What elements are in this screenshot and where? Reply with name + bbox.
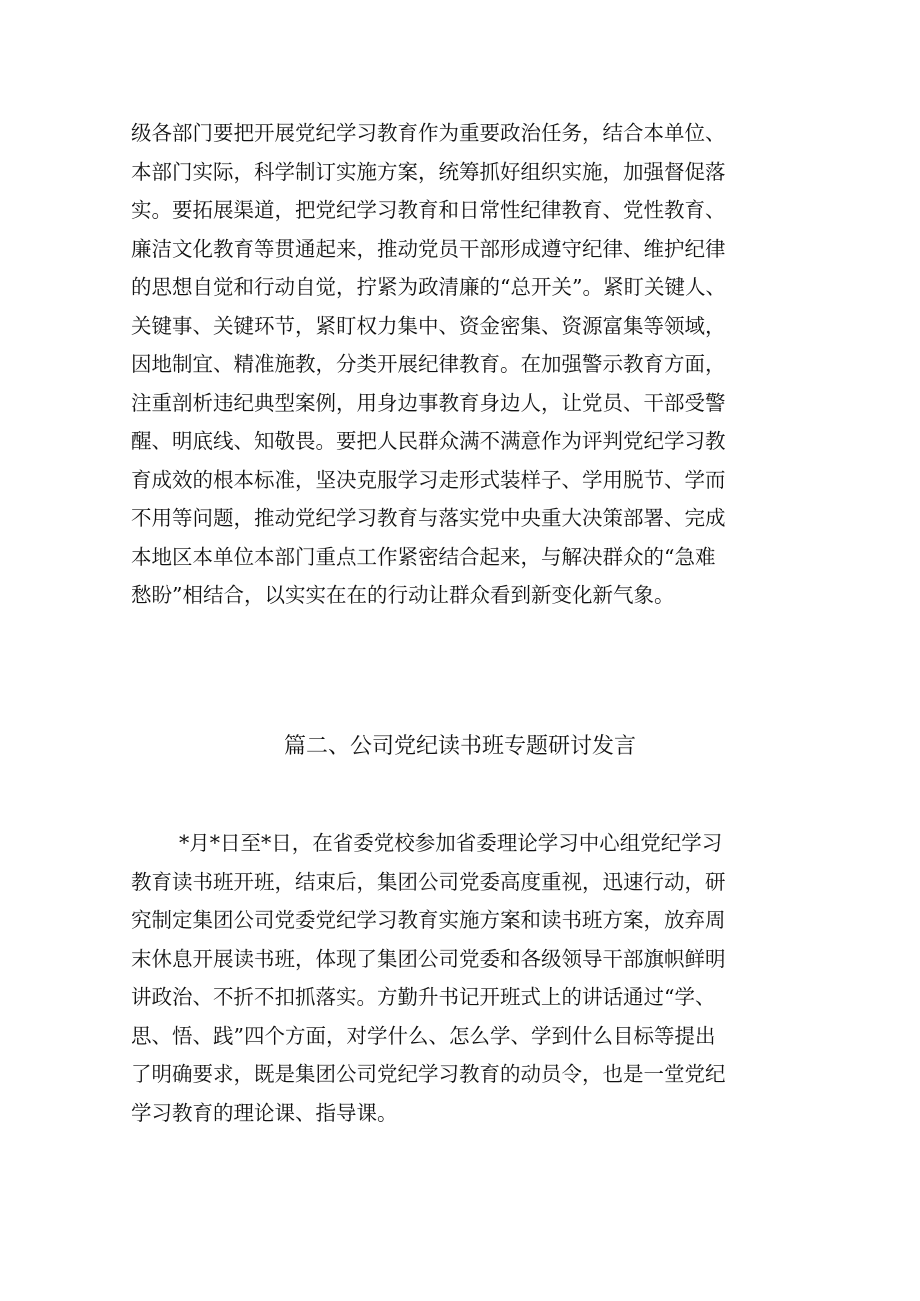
paragraph-line: 学习教育的理论课、指导课。 <box>131 1100 398 1125</box>
paragraph-line: 因地制宜、精准施教，分类开展纪律教育。在加强警示教育方面， <box>131 352 726 376</box>
paragraph-line: 究制定集团公司党委党纪学习教育实施方案和读书班方案，放弃周 <box>131 908 726 932</box>
paragraph-line: 关键事、关键环节，紧盯权力集中、资金密集、资源富集等领域， <box>131 313 726 338</box>
paragraph-line: 本部门实际，科学制订实施方案，统筹抓好组织实施，加强督促落 <box>131 159 726 184</box>
paragraph-line: 思、悟、践”四个方面，对学什么、怎么学、学到什么目标等提出 <box>131 1023 716 1048</box>
paragraph-line: 育成效的根本标准，坚决克服学习走形式装样子、学用脱节、学而 <box>131 467 726 492</box>
paragraph-line: 愁盼”相结合，以实实在在的行动让群众看到新变化新气象。 <box>131 583 675 607</box>
paragraph-line: 不用等问题，推动党纪学习教育与落实党中央重大决策部署、完成 <box>131 506 726 530</box>
paragraph-line: 教育读书班开班，结束后，集团公司党委高度重视，迅速行动，研 <box>131 869 726 894</box>
paragraph-line: 本地区本单位本部门重点工作紧密结合起来，与解决群众的“急难 <box>131 544 716 569</box>
paragraph-line: 廉洁文化教育等贯通起来，推动党员干部形成遵守纪律、维护纪律 <box>131 236 726 261</box>
paragraph-line: 注重剖析违纪典型案例，用身边事教育身边人，让党员、干部受警 <box>131 390 726 415</box>
section-heading: 篇二、公司党纪读书班专题研讨发言 <box>283 734 636 759</box>
paragraph-2 <box>131 824 803 1132</box>
paragraph-line: 的思想自觉和行动自觉，拧紧为政清廉的“总开关”。紧盯关键人、 <box>131 275 726 299</box>
paragraph-line: 级各部门要把开展党纪学习教育作为重要政治任务，结合本单位、 <box>131 121 726 145</box>
paragraph-line: 实。要拓展渠道，把党纪学习教育和日常性纪律教育、党性教育、 <box>131 198 726 222</box>
paragraph-line: *月*日至*日，在省委党校参加省委理论学习中心组党纪学习 <box>179 831 723 855</box>
paragraph-line: 末休息开展读书班，体现了集团公司党委和各级领导干部旗帜鲜明 <box>131 946 726 971</box>
paragraph-line: 讲政治、不折不扣抓落实。方勤升书记开班式上的讲话通过“学、 <box>131 985 716 1009</box>
paragraph-line: 了明确要求，既是集团公司党纪学习教育的动员令，也是一堂党纪 <box>131 1062 726 1086</box>
paragraph-line: 醒、明底线、知敬畏。要把人民群众满不满意作为评判党纪学习教 <box>131 429 726 453</box>
paragraph-1 <box>131 114 803 615</box>
